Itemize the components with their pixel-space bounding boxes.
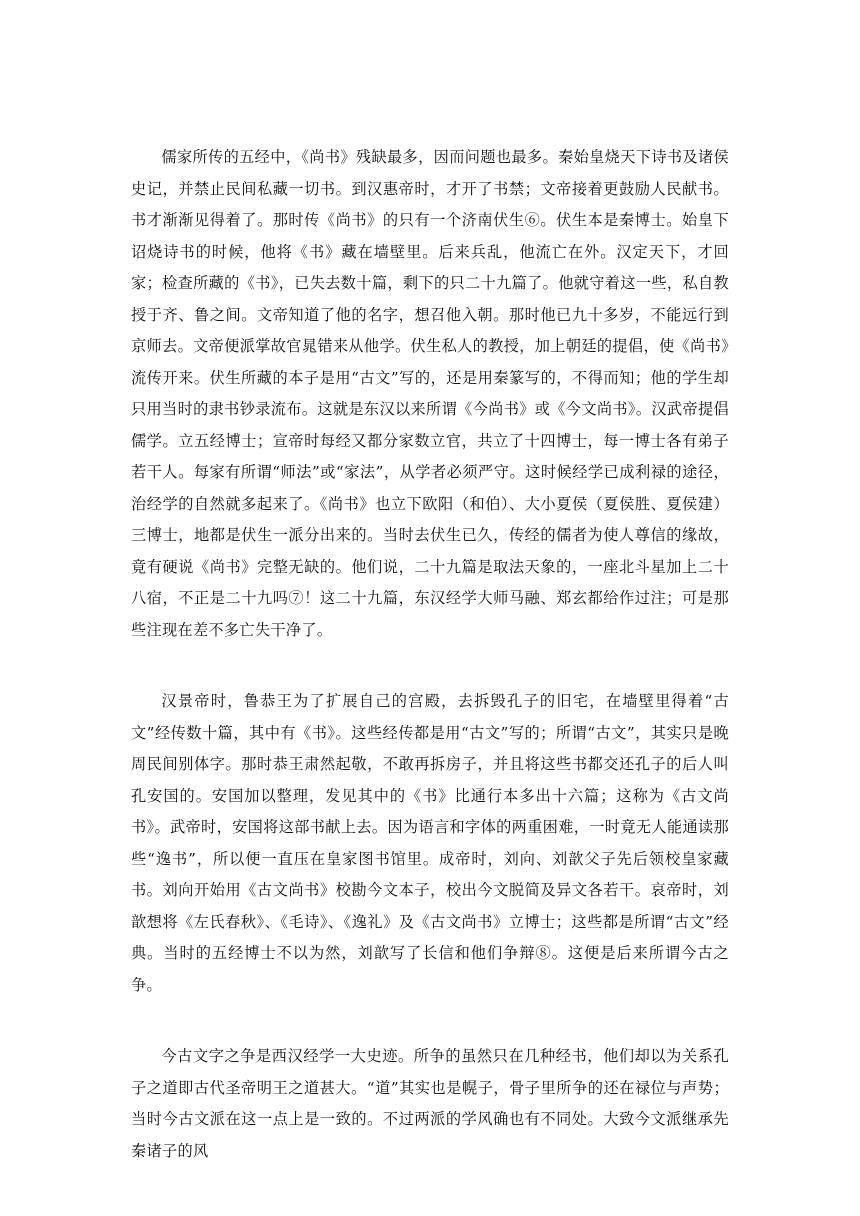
document-body (131, 142, 729, 1167)
paragraph-jinguwen-dispute: 今古文字之争是西汉经学一大史迹。所争的虽然只在几种经书，他们却以为关系孔子之道即古代圣帝明王之道甚大。“道”其实也是幌子，骨子里所争的还在禄位与声势；当时今古文派在这一点上是一致的。不过两派的学风确也有不同处。大致今文派继承先秦诸子的风 (131, 1047, 729, 1160)
paragraph-guwen-discovery: 汉景帝时，鲁恭王为了扩展自己的宫殿，去拆毁孔子的旧宅，在墙壁里得着“古文”经传数十篇，其中有《书》。这些经传都是用“古文”写的；所谓“古文”，其实只是晚周民间别体字。那时恭王肃然起敬，不敢再拆房子，并且将这些书都交还孔子的后人叫孔安国的。安国加以整理，发见其中的《书》比通行本多出十六篇；这称为《古文尚书》。武帝时，安国将这部书献上去。因为语言和字体的两重困难，一时竟无人能通读那些“逸书”，所以便一直压在皇家图书馆里。成帝时，刘向、刘歆父子先后领校皇家藏书。刘向开始用《古文尚书》校勘今文本子，校出今文脱简及异文各若干。哀帝时，刘歆想将《左氏春秋》、《毛诗》、《逸礼》及《古文尚书》立博士；这些都是所谓“古文”经典。当时的五经博士不以为然，刘歆写了长信和他们争辩⑧。这便是后来所谓今古之争。 (131, 692, 729, 994)
paragraph-shangshu-transmission: 儒家所传的五经中，《尚书》残缺最多，因而问题也最多。秦始皇烧天下诗书及诸侯史记，并禁止民间私藏一切书。到汉惠帝时，才开了书禁；文帝接着更鼓励人民献书。书才渐渐见得着了。那时传《尚书》的只有一个济南伏生⑥。伏生本是秦博士。始皇下诏烧诗书的时候，他将《书》藏在墙壁里。后来兵乱，他流亡在外。汉定天下，才回家；检查所藏的《书》，已失去数十篇，剩下的只二十九篇了。他就守着这一些，私自教授于齐、鲁之间。文帝知道了他的名字，想召他入朝。那时他已九十多岁，不能远行到京师去。文帝便派掌故官晁错来从他学。伏生私人的教授，加上朝廷的提倡，使《尚书》流传开来。伏生所藏的本子是用“古文”写的，还是用秦篆写的，不得而知；他的学生却只用当时的隶书钞录流布。这就是东汉以来所谓《今尚书》或《今文尚书》。汉武帝提倡儒学。立五经博士；宣帝时每经又都分家数立官，共立了十四博士，每一博士各有弟子若干人。每家有所谓“师法”或“家法”，从学者必须严守。这时候经学已成利禄的途径，治经学的自然就多起来了。《尚书》也立下欧阳（和伯）、大小夏侯（夏侯胜、夏侯建）三博士，地都是伏生一派分出来的。当时去伏生已久，传经的儒者为使人尊信的缘故，竟有硬说《尚书》完整无缺的。他们说，二十九篇是取法天象的，一座北斗星加上二十八宿，不正是二十九吗⑦！这二十九篇，东汉经学大师马融、郑玄都给作过注；可是那些注现在差不多亡失干净了。 (131, 148, 729, 639)
